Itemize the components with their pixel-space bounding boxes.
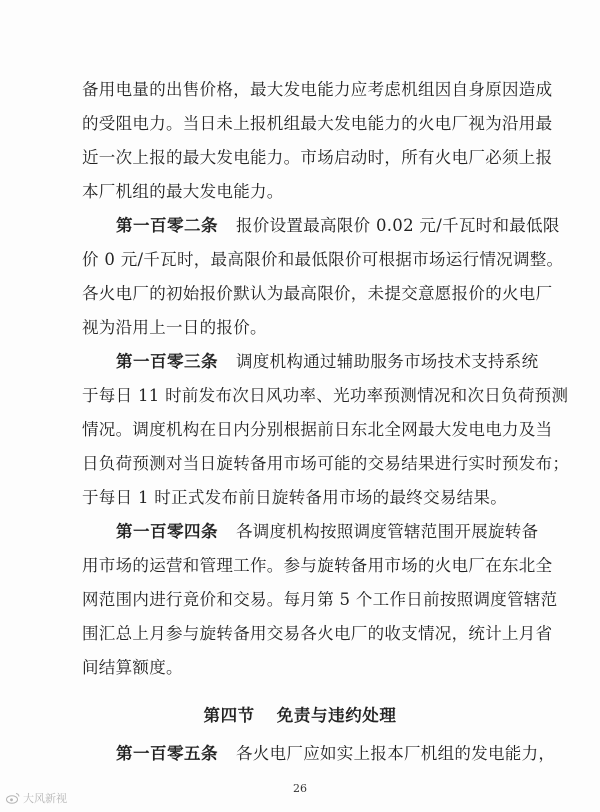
article-103-first-line (116, 352, 538, 372)
paragraph-line: 间结算额度。 (82, 658, 183, 677)
article-104-first-line (116, 522, 538, 542)
section-heading (0, 702, 600, 726)
paragraph-line: 情况。调度机构在日内分别根据前日东北全网最大发电电力及当 (82, 420, 553, 439)
paragraph-line: 的受阻电力。当日未上报机组最大发电能力的火电厂视为沿用最 (82, 114, 553, 133)
section-title: 免责与违约处理 (276, 706, 397, 725)
paragraph-line: 于每日 1 时正式发布前日旋转备用市场的最终交易结果。 (82, 488, 508, 507)
article-text: 调度机构通过辅助服务市场技术支持系统 (236, 352, 539, 371)
paragraph-line: 于每日 11 时前发布次日风功率、光功率预测情况和次日负荷预测 (82, 386, 569, 405)
page-number: 26 (293, 782, 307, 795)
paragraph-line: 日负荷预测对当日旋转备用市场可能的交易结果进行实时预发布； (82, 454, 570, 473)
article-text: 报价设置最高限价 0.02 元/千瓦时和最低限 (236, 216, 560, 235)
article-heading: 第一百零五条 (116, 744, 218, 763)
watermark-text: 大风新视 (23, 793, 67, 805)
paragraph-line: 各火电厂的初始报价默认为最高限价，未提交意愿报价的火电厂 (82, 284, 553, 303)
article-text: 各调度机构按照调度管辖范围开展旋转备 (236, 522, 539, 541)
article-102-first-line (116, 216, 560, 236)
weibo-icon (6, 792, 20, 804)
article-text: 各火电厂应如实上报本厂机组的发电能力， (236, 744, 556, 763)
article-heading: 第一百零四条 (116, 522, 218, 541)
section-number: 第四节 (203, 706, 255, 725)
paragraph-line: 备用电量的出售价格，最大发电能力应考虑机组因自身原因造成 (82, 80, 553, 99)
article-heading: 第一百零二条 (116, 216, 218, 235)
paragraph-line: 近一次上报的最大发电能力。市场启动时，所有火电厂必须上报 (82, 148, 553, 167)
paragraph-line: 围汇总上月参与旋转备用交易各火电厂的收支情况，统计上月省 (82, 624, 553, 643)
paragraph-line: 本厂机组的最大发电能力。 (82, 182, 284, 201)
paragraph-line: 视为沿用上一日的报价。 (82, 318, 267, 337)
article-heading: 第一百零三条 (116, 352, 218, 371)
watermark (6, 790, 67, 806)
paragraph-line: 用市场的运营和管理工作。参与旋转备用市场的火电厂在东北全 (82, 556, 553, 575)
article-105-first-line (116, 744, 555, 764)
paragraph-line: 价 0 元/千瓦时，最高限价和最低限价可根据市场运行情况调整。 (82, 250, 564, 269)
paragraph-line: 网范围内进行竟价和交易。每月第 5 个工作日前按照调度管辖范 (82, 590, 558, 609)
